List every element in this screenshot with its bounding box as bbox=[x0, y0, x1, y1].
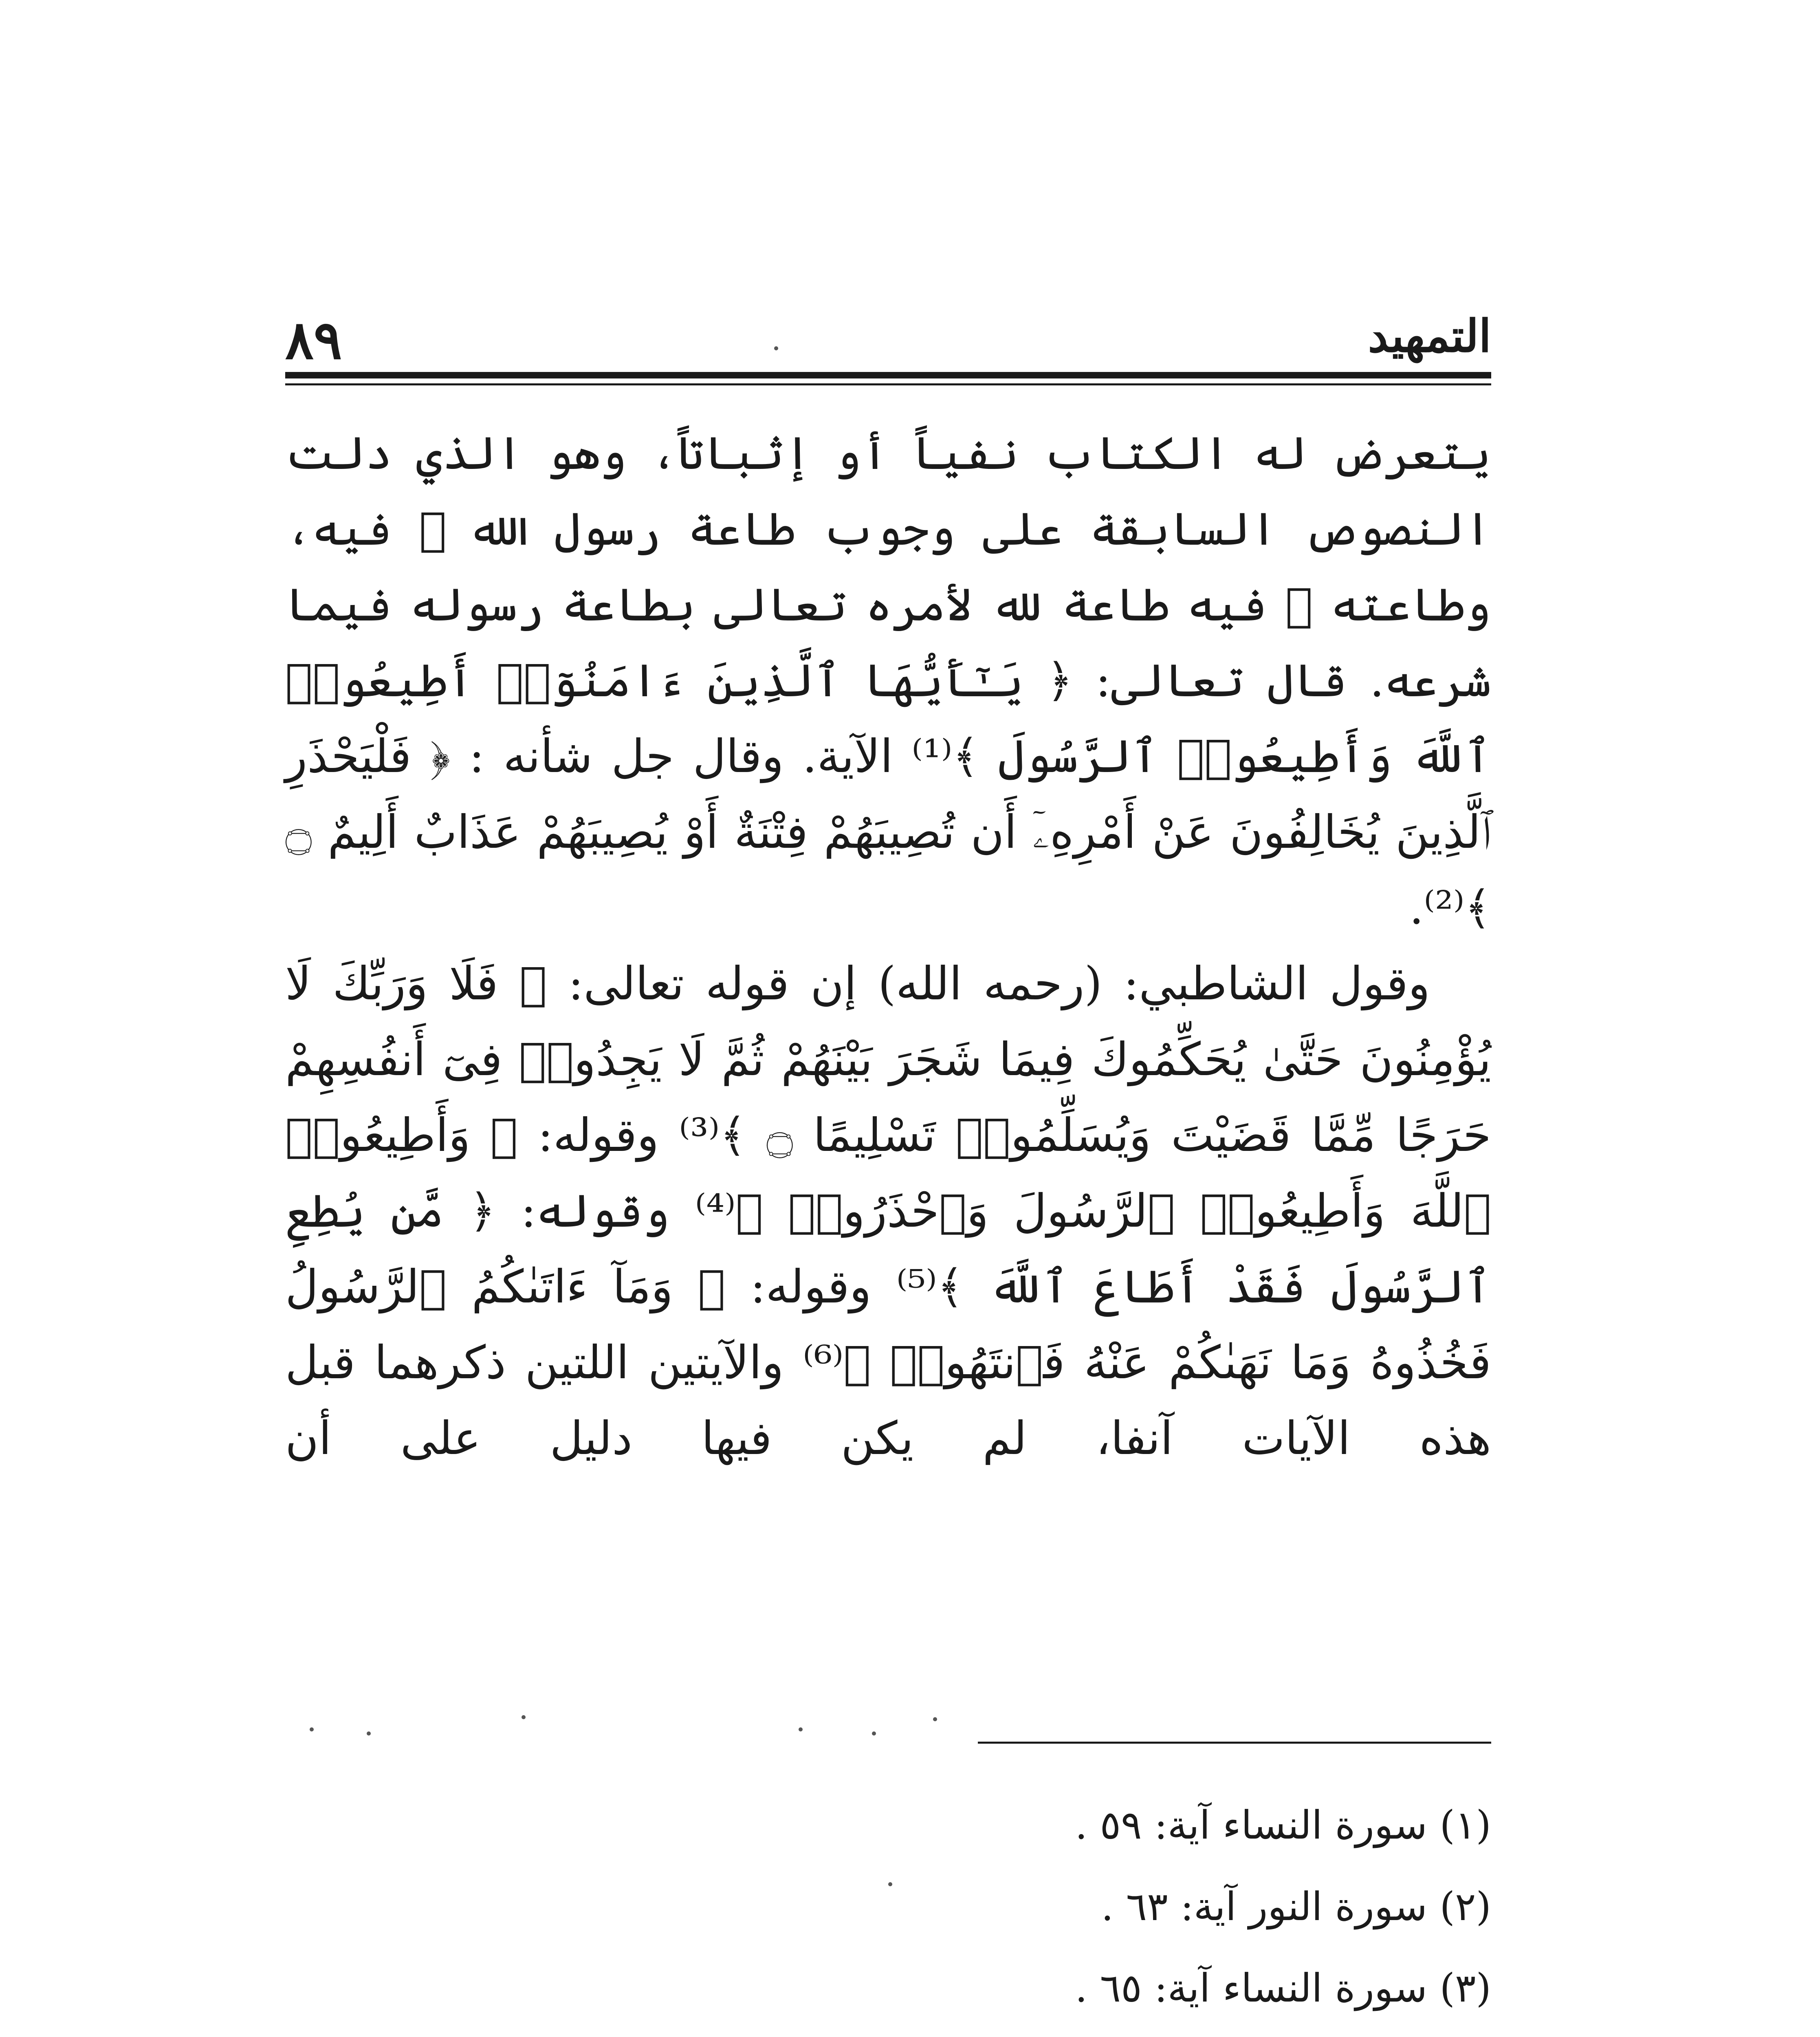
footnote-3: (٣) سورة النساء آية: ٦٥ . bbox=[1075, 1965, 1491, 2011]
scan-speck bbox=[799, 1727, 803, 1731]
scan-speck bbox=[522, 1715, 526, 1719]
page-header bbox=[285, 299, 1491, 393]
running-title: التمهيد bbox=[1368, 310, 1491, 362]
scan-speck bbox=[933, 1717, 937, 1721]
body-text bbox=[285, 416, 1491, 1476]
footnote-4 bbox=[733, 2029, 1491, 2037]
header-rule-thin bbox=[285, 383, 1491, 385]
page-number: ٨٩ bbox=[285, 309, 342, 371]
scan-speck bbox=[872, 1731, 876, 1736]
scan-speck bbox=[774, 346, 778, 350]
footnotes bbox=[733, 1784, 1491, 2037]
footnote-1: (١) سورة النساء آية: ٥٩ . bbox=[1075, 1802, 1491, 1848]
paragraph-2: وقول الشاطبي: (رحمه الله) إن قوله تعالى: ﴿ فَلَا وَرَبِّكَ لَا يُؤْمِنُونَ حَتَّىٰ يُحَكِّمُوكَ فِيمَا شَجَرَ بَيْنَهُمْ ثُمَّ لَا يَجِدُوا۟ فِىٓ أَنفُسِهِمْ حَرَجًا مِّمَّا قَضَيْتَ وَيُسَلِّمُوا۟ تَسْلِيمًا ۝ ﴾⁽³⁾ وقوله: ﴿ وَأَطِيعُوا۟ ٱللَّهَ وَأَطِيعُوا۟ ٱلرَّسُولَ وَٱحْذَرُوا۟ ﴾⁽⁴⁾ وقوله: ﴿ مَّن يُطِعِ ٱلرَّسُولَ فَقَدْ أَطَاعَ ٱللَّهَ ﴾⁽⁵⁾ وقوله: ﴿ وَمَآ ءَاتَىٰكُمُ ٱلرَّسُولُ فَخُذُوهُ وَمَا نَهَىٰكُمْ عَنْهُ فَٱنتَهُوا۟ ﴾⁽⁶⁾ والآيتين اللتين ذكرهما قبل هذه الآيات آنفا، لم يكن فيها دليل على أن bbox=[285, 957, 1492, 1465]
scan-speck bbox=[367, 1731, 371, 1736]
footnote-separator bbox=[978, 1742, 1491, 1744]
header-rule-thick bbox=[285, 372, 1491, 378]
footnote-2: (٢) سورة النور آية: ٦٣ . bbox=[1101, 1884, 1491, 1929]
scan-speck bbox=[310, 1727, 314, 1731]
scan-speck bbox=[888, 1882, 892, 1886]
paragraph-1: يتعرض له الكتاب نفياً أو إثباتاً، وهو الذي دلت النصوص السابقة على وجوب طاعة رسول الله ﷺ فيه، وطاعته ﷺ فيه طاعة لله لأمره تعالى بطاعة رسوله فيما شرعه. قال تعالى: ﴿ يَـٰٓأَيُّهَا ٱلَّذِينَ ءَامَنُوٓا۟ أَطِيعُوا۟ ٱللَّهَ وَأَطِيعُوا۟ ٱلرَّسُولَ ﴾⁽¹⁾ الآية. وقال جل شأنه : ﴿ فَلْيَحْذَرِ ٱلَّذِينَ يُخَالِفُونَ عَنْ أَمْرِهِۦٓ أَن تُصِيبَهُمْ فِتْنَةٌ أَوْ يُصِيبَهُمْ عَذَابٌ أَلِيمٌ ۝ ﴾⁽²⁾. bbox=[285, 427, 1491, 935]
